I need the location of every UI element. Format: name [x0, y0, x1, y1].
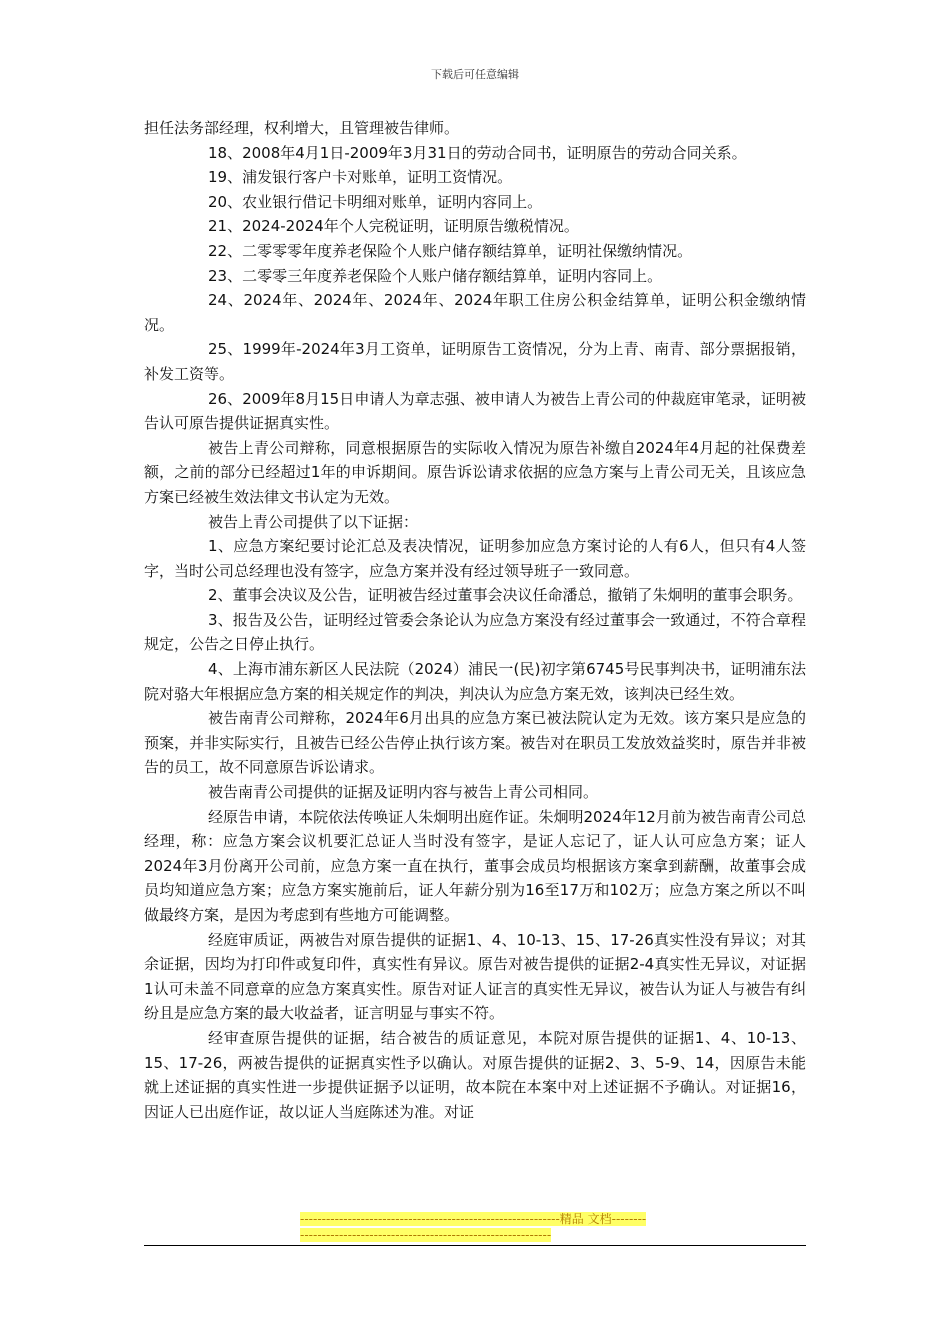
paragraph: 23、二零零三年度养老保险个人账户储存额结算单，证明内容同上。 — [208, 266, 663, 285]
footer-rule — [144, 1245, 806, 1246]
paragraph: 经原告申请，本院依法传唤证人朱炯明出庭作证。朱炯明2024年12月前为被告南青公司总经理，称：应急方案会议机要汇总证人当时没有签字，是证人忘记了，证人认可应急方案；证人2024年3月份离开公司前，应急方案一直在执行，董事会成员均根据该方案拿到薪酬，故董事会成员均知道应急方案；应急方案实施前后，证人年薪分别为16至17万和102万；应急方案之所以不叫做最终方案，是因为考虑到有些地方可能调整。 — [144, 807, 806, 924]
document-body — [144, 116, 806, 1124]
paragraph: 21、2024-2024年个人完税证明，证明原告缴税情况。 — [208, 217, 579, 236]
paragraph: 担任法务部经理，权利增大，且管理被告律师。 — [144, 119, 460, 137]
paragraph: 24、2024年、2024年、2024年、2024年职工住房公积金结算单，证明公积金缴纳情况。 — [144, 291, 806, 334]
paragraph: 3、报告及公告，证明经过管委会条论认为应急方案没有经过董事会一致通过，不符合章程规定，公告之日停止执行。 — [144, 610, 806, 654]
paragraph: 2、董事会决议及公告，证明被告经过董事会决议任命潘总，撤销了朱炯明的董事会职务。 — [208, 586, 803, 605]
paragraph: 22、二零零零年度养老保险个人账户储存额结算单，证明社保缴纳情况。 — [208, 241, 693, 260]
paragraph: 被告南青公司提供的证据及证明内容与被告上青公司相同。 — [208, 783, 599, 802]
page-header: 下载后可任意编辑 — [431, 68, 519, 81]
footer-banner — [300, 1211, 650, 1243]
paragraph: 被告南青公司辩称，2024年6月出具的应急方案已被法院认定为无效。该方案只是应急的预案，并非实际实行，且被告已经公告停止执行该方案。被告对在职员工发放效益奖时，原告并非被告的员工，故不同意原告诉讼请求。 — [144, 709, 806, 777]
paragraph: 18、2008年4月1日-2009年3月31日的劳动合同书，证明原告的劳动合同关系。 — [208, 143, 747, 162]
paragraph: 25、1999年-2024年3月工资单，证明原告工资情况，分为上青、南青、部分票据报销，补发工资等。 — [144, 340, 806, 383]
paragraph: 19、浦发银行客户卡对账单，证明工资情况。 — [208, 168, 513, 187]
paragraph: 经庭审质证，两被告对原告提供的证据1、4、10-13、15、17-26真实性没有异议；对其余证据，因均为打印件或复印件，真实性有异议。原告对被告提供的证据2-4真实性无异议，对证据1认可未盖不同意章的应急方案真实性。原告对证人证言的真实性无异议，被告认为证人与被告有纠纷且是应急方案的最大收益者，证言明显与事实不符。 — [144, 930, 806, 1023]
paragraph: 20、农业银行借记卡明细对账单，证明内容同上。 — [208, 192, 543, 211]
paragraph: 经审查原告提供的证据，结合被告的质证意见，本院对原告提供的证据1、4、10-13、15、17-26，两被告提供的证据真实性予以确认。对原告提供的证据2、3、5-9、14，因原告未能就上述证据的真实性进一步提供证据予以证明，故本院在本案中对上述证据不予确认。对证据16，因证人已出庭作证，故以证人当庭陈述为准。对证 — [144, 1028, 806, 1121]
paragraph: 26、2009年8月15日申请人为章志强、被申请人为被告上青公司的仲裁庭审笔录，证明被告认可原告提供证据真实性。 — [144, 389, 806, 433]
paragraph: 被告上青公司提供了以下证据： — [208, 512, 419, 531]
paragraph: 被告上青公司辩称，同意根据原告的实际收入情况为原告补缴自2024年4月起的社保费差额，之前的部分已经超过1年的申诉期间。原告诉讼请求依据的应急方案与上青公司无关，且该应急方案已经被生效法律文书认定为无效。 — [144, 438, 806, 506]
paragraph: 1、应急方案纪要讨论汇总及表决情况，证明参加应急方案讨论的人有6人，但只有4人签字，当时公司总经理也没有签字，应急方案并没有经过领导班子一致同意。 — [144, 537, 806, 580]
paragraph: 4、上海市浦东新区人民法院（2024）浦民一(民)初字第6745号民事判决书，证明浦东法院对骆大年根据应急方案的相关规定作的判决，判决认为应急方案无效，该判决已经生效。 — [144, 660, 806, 703]
footer-banner-text: ------------------------------------------------------------精品 文档------------------------------------------------------------------ — [300, 1212, 647, 1242]
